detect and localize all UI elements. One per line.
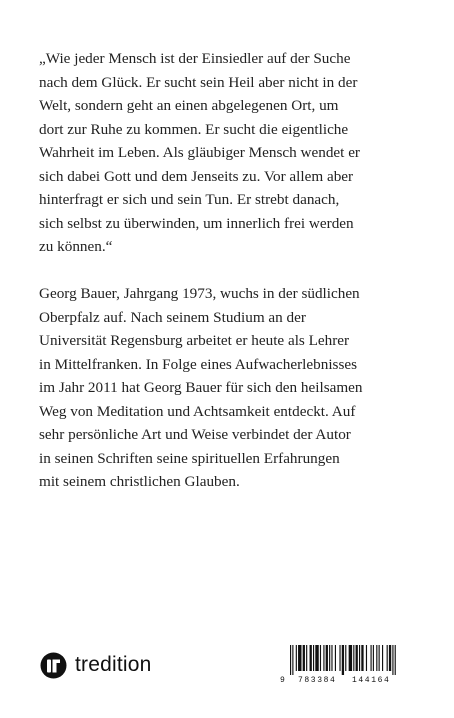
barcode-bar bbox=[376, 645, 377, 671]
isbn-barcode bbox=[280, 645, 410, 685]
barcode-bar bbox=[366, 645, 367, 671]
barcode-bar bbox=[320, 645, 321, 671]
quote-line: sich selbst zu überwinden, um innerlich frei werden bbox=[39, 214, 354, 232]
barcode-bar bbox=[395, 645, 396, 675]
bio-line: im Jahr 2011 hat Georg Bauer für sich den heilsamen bbox=[39, 379, 363, 396]
bio-line: sehr persönliche Art und Weise verbindet der Autor bbox=[39, 426, 351, 443]
barcode-bar bbox=[389, 645, 391, 671]
barcode-bar bbox=[392, 645, 393, 675]
barcode-bar bbox=[361, 645, 363, 671]
bio-line: in Mittelfranken. In Folge eines Aufwacherlebnisses bbox=[39, 355, 358, 373]
quote-line: „Wie jeder Mensch ist der Einsiedler auf der Suche bbox=[39, 50, 351, 67]
barcode-bar bbox=[359, 645, 360, 671]
barcode-bar bbox=[342, 645, 344, 675]
quote-line: zu können.“ bbox=[39, 238, 113, 255]
publisher-name: tredition bbox=[75, 653, 152, 676]
barcode-bar bbox=[296, 645, 297, 671]
barcode-bar bbox=[387, 645, 388, 671]
quote-line: Welt, sondern geht an einen abgelegenen Ort, um bbox=[39, 97, 339, 114]
barcode-bar bbox=[313, 645, 314, 671]
barcode-bar bbox=[335, 645, 336, 671]
bio-line: Georg Bauer, Jahrgang 1973, wuchs in der südlichen bbox=[39, 285, 360, 302]
barcode-bar bbox=[315, 645, 318, 671]
barcode-group-1: 783384 bbox=[298, 676, 337, 685]
barcode-bar bbox=[356, 645, 358, 671]
bio-line: mit seinem christlichen Glauben. bbox=[39, 473, 240, 490]
barcode-bar bbox=[371, 645, 372, 671]
bio-line: Weg von Meditation und Achtsamkeit entdeckt. Auf bbox=[39, 402, 356, 420]
quote-line: dort zur Ruhe zu kommen. Er sucht die eigentliche bbox=[39, 120, 349, 138]
barcode-bars bbox=[290, 645, 410, 675]
barcode-bar bbox=[379, 645, 380, 671]
barcode-prefix-digit: 9 bbox=[280, 676, 285, 685]
barcode-bar bbox=[353, 645, 354, 671]
barcode-bar bbox=[310, 645, 312, 671]
quote-line: sich dabei Gott und dem Jenseits zu. Vor allem aber bbox=[39, 167, 354, 185]
quote-line: Wahrheit im Leben. Als gläubiger Mensch wendet er bbox=[39, 144, 360, 161]
barcode-bar bbox=[349, 645, 352, 671]
barcode-bar bbox=[323, 645, 324, 671]
barcode-bar bbox=[298, 645, 301, 671]
bio-line: Oberpfalz auf. Nach seinem Studium an der bbox=[39, 308, 306, 326]
author-bio bbox=[39, 282, 429, 494]
barcode-bar bbox=[306, 645, 307, 671]
tredition-logo-icon bbox=[40, 652, 67, 679]
barcode-bar bbox=[331, 645, 332, 671]
barcode-bar bbox=[373, 645, 374, 671]
barcode-bar bbox=[382, 645, 383, 671]
barcode-bar bbox=[290, 645, 291, 675]
publisher-logo bbox=[40, 650, 152, 680]
quote-line: hinterfragt er sich und sein Tun. Er strebt danach, bbox=[39, 191, 340, 208]
quote-line: nach dem Glück. Er sucht sein Heil aber nicht in der bbox=[39, 73, 358, 91]
barcode-bar bbox=[345, 645, 346, 671]
barcode-group-2: 144164 bbox=[352, 676, 391, 685]
barcode-bar bbox=[303, 645, 305, 671]
blurb-quote bbox=[39, 47, 429, 259]
barcode-bar bbox=[329, 645, 330, 671]
barcode-bar bbox=[339, 645, 340, 671]
barcode-bar bbox=[326, 645, 328, 671]
bio-line: in seinen Schriften seine spirituellen Erfahrungen bbox=[39, 449, 340, 467]
barcode-bar bbox=[292, 645, 293, 675]
bio-line: Universität Regensburg arbeitet er heute als Lehrer bbox=[39, 332, 350, 349]
